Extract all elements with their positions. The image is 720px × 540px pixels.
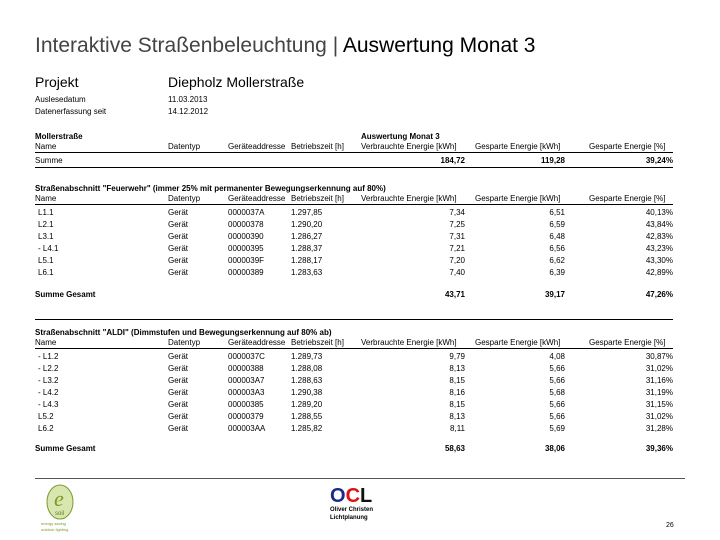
svg-text:energy saving: energy saving (41, 521, 66, 526)
cell-betriebszeit: 1.290,20 (291, 220, 323, 229)
cell-gespart-kwh: 6,39 (549, 268, 565, 277)
col-header: Verbrauchte Energie [kWh] (361, 338, 457, 347)
sum-label: Summe Gesamt (35, 444, 96, 453)
table-row (35, 208, 673, 218)
meta-value: 14.12.2012 (168, 107, 209, 116)
sum-label: Summe Gesamt (35, 290, 96, 299)
cell-address: 0000037C (228, 352, 265, 361)
ocl-mark (330, 486, 390, 506)
divider (35, 319, 673, 320)
ocl-l: L (360, 485, 373, 507)
section-title-aldi: Straßenabschnitt "ALDI" (Dimmstufen und Bewegungserkennung auf 80% ab) (35, 328, 332, 337)
col-header: Name (35, 194, 57, 203)
cell-gespart-pct: 31,02% (645, 412, 673, 421)
divider (35, 167, 673, 168)
cell-gespart-pct: 43,84% (645, 220, 673, 229)
title-highlight: Auswertung Monat 3 (342, 34, 536, 57)
cell-verbraucht: 9,79 (449, 352, 465, 361)
section-title-mollerstrasse: Mollerstraße (35, 132, 83, 141)
logo-letter: e (54, 486, 64, 511)
cell-gespart-kwh: 5,66 (549, 364, 565, 373)
section-title-feuerwehr: Straßenabschnitt "Feuerwehr" (immer 25% mit permanenter Bewegungserkennung auf 80%) (35, 184, 386, 193)
table-row (35, 352, 673, 362)
cell-gespart-pct: 31,19% (645, 388, 673, 397)
cell-name: L6.2 (38, 424, 54, 433)
cell-datentyp: Gerät (168, 256, 189, 265)
cell-betriebszeit: 1.289,73 (291, 352, 323, 361)
cell-datentyp: Gerät (168, 376, 189, 385)
sum-value: 39,36% (645, 444, 673, 453)
cell-address: 00000390 (228, 232, 264, 241)
table-row (35, 220, 673, 230)
ocl-o: O (330, 485, 346, 507)
cell-gespart-pct: 31,02% (645, 364, 673, 373)
table-row (35, 424, 673, 434)
cell-name: L6.1 (38, 268, 54, 277)
table-row (35, 256, 673, 266)
col-header: Betriebszeit [h] (291, 338, 344, 347)
cell-address: 0000037A (228, 208, 265, 217)
projekt-value: Diepholz Mollerstraße (168, 74, 305, 90)
sum-value: 184,72 (440, 156, 465, 165)
cell-verbraucht: 8,15 (449, 376, 465, 385)
col-header: Datentyp (168, 338, 201, 347)
cell-verbraucht: 7,21 (449, 244, 465, 253)
col-header: Datentyp (168, 194, 201, 203)
meta-value: 11.03.2013 (168, 95, 208, 104)
cell-gespart-pct: 31,15% (645, 400, 673, 409)
cell-verbraucht: 8,13 (449, 364, 465, 373)
table-row (35, 364, 673, 374)
cell-address: 000003AA (228, 424, 266, 433)
col-header: Gesparte Energie [kWh] (475, 142, 561, 151)
sum-row (35, 290, 673, 300)
cell-name: L1.1 (38, 208, 54, 217)
table-row (35, 412, 673, 422)
cell-gespart-pct: 30,87% (645, 352, 673, 361)
cell-gespart-kwh: 5,69 (549, 424, 565, 433)
col-header: Datentyp (168, 142, 201, 151)
col-header: Gesparte Energie [kWh] (475, 194, 561, 203)
cell-gespart-kwh: 6,62 (549, 256, 565, 265)
cell-gespart-pct: 43,23% (645, 244, 673, 253)
cell-address: 00000385 (228, 400, 264, 409)
cell-gespart-kwh: 4,08 (549, 352, 565, 361)
auswertung-label: Auswertung Monat 3 (361, 132, 440, 141)
cell-address: 00000378 (228, 220, 264, 229)
table-row (35, 268, 673, 278)
cell-name: L3.1 (38, 232, 54, 241)
cell-gespart-pct: 42,83% (645, 232, 673, 241)
cell-gespart-kwh: 5,66 (549, 412, 565, 421)
cell-address: 00000388 (228, 364, 264, 373)
cell-betriebszeit: 1.297,85 (291, 208, 323, 217)
title-separator: | (332, 34, 339, 57)
sum-value: 39,17 (544, 290, 565, 299)
table-row (35, 388, 673, 398)
table-header (35, 142, 673, 153)
cell-verbraucht: 8,16 (449, 388, 465, 397)
sum-row (35, 444, 673, 454)
cell-betriebszeit: 1.288,37 (291, 244, 323, 253)
cell-gespart-kwh: 6,48 (549, 232, 565, 241)
cell-datentyp: Gerät (168, 364, 189, 373)
cell-datentyp: Gerät (168, 208, 189, 217)
col-header: Gesparte Energie [%] (589, 338, 666, 347)
slide-title (35, 34, 535, 58)
cell-address: 00000389 (228, 268, 264, 277)
cell-gespart-pct: 42,89% (645, 268, 673, 277)
projekt-label: Projekt (35, 74, 79, 90)
cell-name: - L4.3 (38, 400, 59, 409)
cell-betriebszeit: 1.288,55 (291, 412, 323, 421)
cell-gespart-pct: 40,13% (645, 208, 673, 217)
cell-datentyp: Gerät (168, 232, 189, 241)
esoil-logo-mark (38, 482, 86, 534)
table-header (35, 194, 673, 205)
cell-datentyp: Gerät (168, 424, 189, 433)
col-header: Name (35, 142, 57, 151)
col-header: Verbrauchte Energie [kWh] (361, 142, 457, 151)
col-header: Geräteaddresse (228, 338, 286, 347)
cell-address: 00000395 (228, 244, 264, 253)
table-header (35, 338, 673, 349)
logo-word: soil (55, 511, 65, 517)
sum-label: Summe (35, 156, 63, 165)
cell-gespart-kwh: 5,68 (549, 388, 565, 397)
cell-datentyp: Gerät (168, 388, 189, 397)
cell-datentyp: Gerät (168, 220, 189, 229)
svg-text:outdoor lighting: outdoor lighting (41, 527, 69, 532)
cell-name: - L1.2 (38, 352, 59, 361)
cell-betriebszeit: 1.286,27 (291, 232, 323, 241)
cell-gespart-kwh: 6,51 (549, 208, 565, 217)
cell-address: 0000039F (228, 256, 265, 265)
col-header: Gesparte Energie [kWh] (475, 338, 561, 347)
cell-name: - L4.2 (38, 388, 59, 397)
table-row (35, 376, 673, 386)
cell-betriebszeit: 1.288,63 (291, 376, 323, 385)
cell-name: - L4.1 (38, 244, 59, 253)
sum-value: 58,63 (444, 444, 465, 453)
ocl-c: C (345, 485, 361, 507)
cell-betriebszeit: 1.283,63 (291, 268, 323, 277)
cell-datentyp: Gerät (168, 268, 189, 277)
sum-value: 39,24% (645, 156, 673, 165)
col-header: Verbrauchte Energie [kWh] (361, 194, 457, 203)
cell-gespart-kwh: 5,66 (549, 376, 565, 385)
col-header: Betriebszeit [h] (291, 194, 344, 203)
ocl-logo (330, 486, 390, 532)
col-header: Gesparte Energie [%] (589, 142, 666, 151)
meta-label: Auslesedatum (35, 95, 86, 104)
sum-value: 38,06 (544, 444, 565, 453)
cell-gespart-pct: 31,16% (645, 376, 673, 385)
col-header: Betriebszeit [h] (291, 142, 344, 151)
esoil-logo (38, 482, 86, 534)
cell-gespart-kwh: 6,56 (549, 244, 565, 253)
cell-verbraucht: 7,25 (449, 220, 465, 229)
cell-gespart-pct: 31,28% (645, 424, 673, 433)
sum-value: 47,26% (645, 290, 673, 299)
sum-value: 43,71 (444, 290, 465, 299)
cell-name: L5.1 (38, 256, 54, 265)
cell-address: 00000379 (228, 412, 264, 421)
cell-verbraucht: 7,20 (449, 256, 465, 265)
table-row (35, 232, 673, 242)
table-row (35, 244, 673, 254)
cell-gespart-kwh: 6,59 (549, 220, 565, 229)
cell-name: - L2.2 (38, 364, 59, 373)
ocl-subtitle: Lichtplanung (330, 515, 368, 521)
cell-address: 000003A7 (228, 376, 265, 385)
cell-verbraucht: 8,11 (450, 424, 465, 433)
col-header: Name (35, 338, 57, 347)
title-main: Interaktive Straßenbeleuchtung (35, 34, 327, 57)
cell-betriebszeit: 1.288,08 (291, 364, 323, 373)
table-row (35, 400, 673, 410)
cell-verbraucht: 7,40 (449, 268, 465, 277)
cell-address: 000003A3 (228, 388, 265, 397)
report-document (35, 66, 685, 461)
cell-datentyp: Gerät (168, 352, 189, 361)
cell-verbraucht: 7,31 (449, 232, 465, 241)
cell-verbraucht: 7,34 (449, 208, 465, 217)
sum-value: 119,28 (540, 156, 565, 165)
col-header: Geräteaddresse (228, 194, 286, 203)
cell-datentyp: Gerät (168, 244, 189, 253)
col-header: Gesparte Energie [%] (589, 194, 666, 203)
ocl-name: Oliver Christen (330, 507, 374, 513)
cell-verbraucht: 8,13 (449, 412, 465, 421)
meta-label: Datenerfassung seit (35, 107, 107, 116)
footer-divider (35, 478, 685, 479)
cell-name: L2.1 (38, 220, 54, 229)
sum-row (35, 156, 673, 166)
cell-name: - L3.2 (38, 376, 59, 385)
cell-name: L5.2 (38, 412, 54, 421)
cell-betriebszeit: 1.289,20 (291, 400, 323, 409)
cell-gespart-kwh: 5,66 (549, 400, 565, 409)
cell-betriebszeit: 1.285,82 (291, 424, 323, 433)
col-header: Geräteaddresse (228, 142, 286, 151)
page-number: 26 (666, 522, 674, 529)
cell-gespart-pct: 43,30% (645, 256, 673, 265)
cell-betriebszeit: 1.290,38 (291, 388, 323, 397)
cell-datentyp: Gerät (168, 400, 189, 409)
cell-betriebszeit: 1.288,17 (291, 256, 323, 265)
cell-datentyp: Gerät (168, 412, 189, 421)
cell-verbraucht: 8,15 (449, 400, 465, 409)
